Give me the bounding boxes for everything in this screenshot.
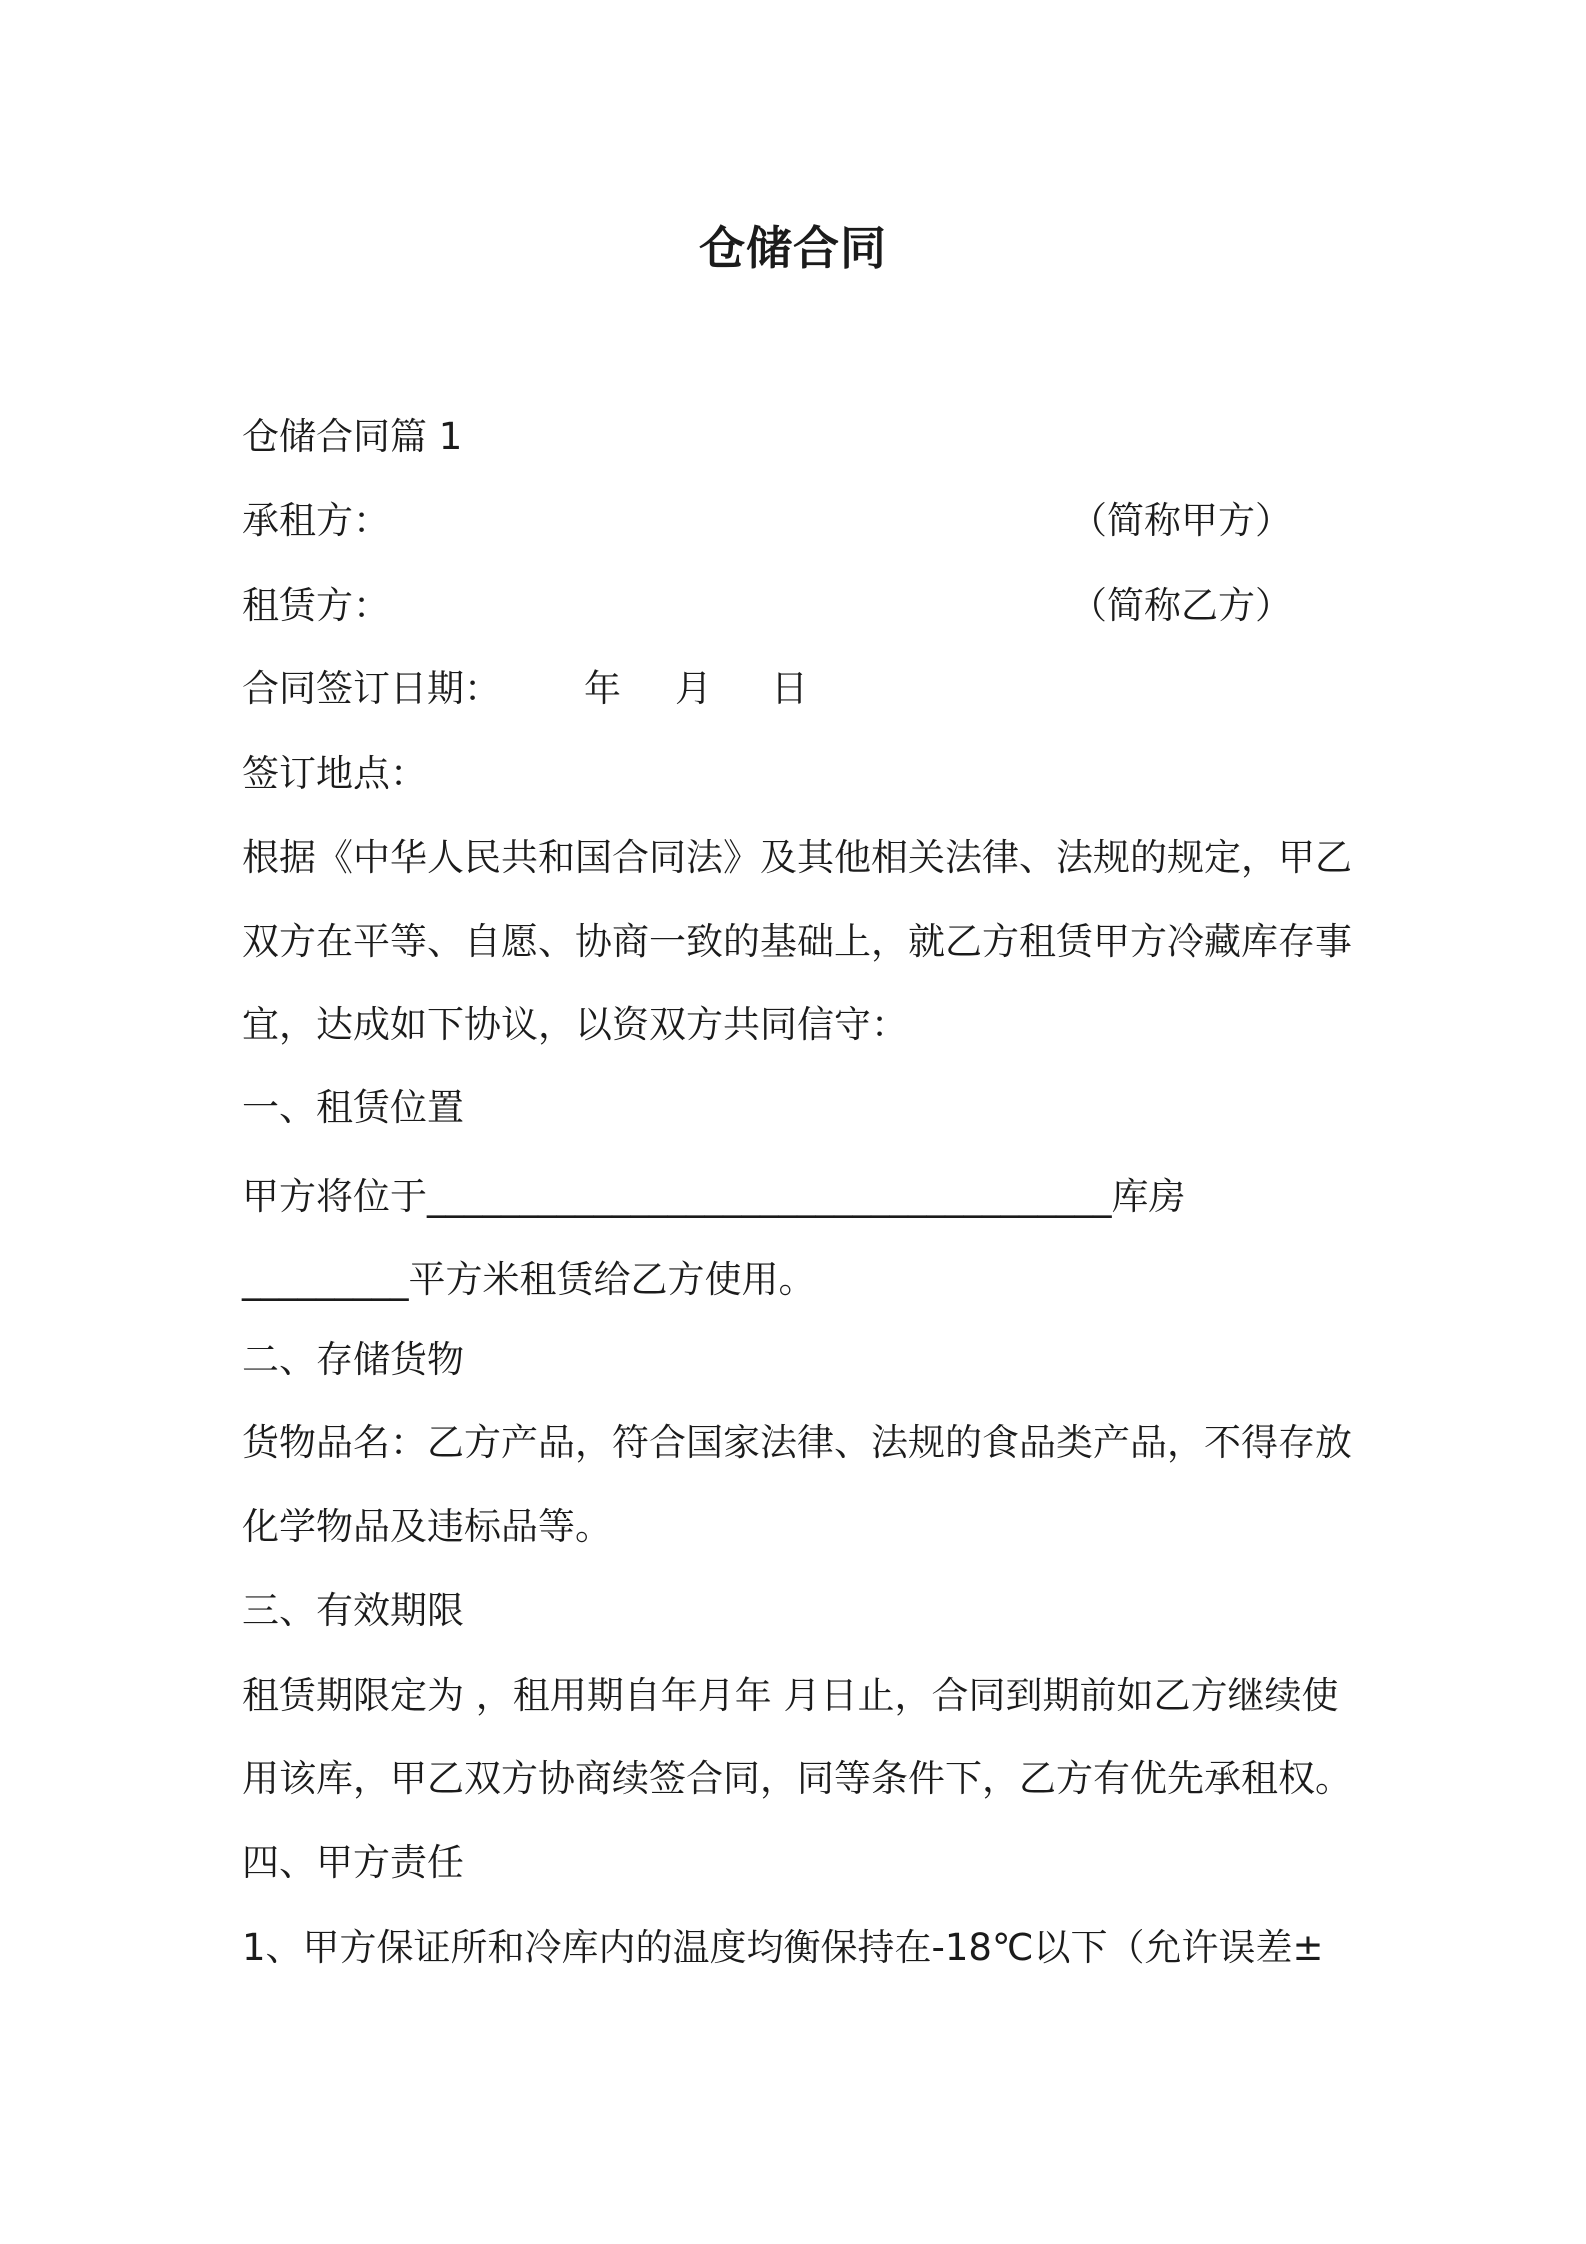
location-prefix: 甲方将位于 — [242, 1175, 427, 1218]
clause-heading: 一、租赁位置 — [242, 1086, 464, 1129]
signing-date-day: 日 — [771, 667, 808, 710]
clause-line: 用该库，甲乙双方协商续签合同，同等条件下，乙方有优先承租权。 — [242, 1757, 1352, 1800]
preamble-line: 根据《中华人民共和国合同法》及其他相关法律、法规的规定，甲乙 — [242, 836, 1352, 879]
preamble-line: 双方在平等、自愿、协商一致的基础上，就乙方租赁甲方冷藏库存事 — [242, 920, 1352, 963]
clause-heading: 三、有效期限 — [242, 1589, 464, 1632]
party-a-label: 承租方： — [242, 499, 390, 542]
location-line — [242, 1175, 1186, 1219]
clause-line: 1、甲方保证所和冷库内的温度均衡保持在-18℃以下（允许误差± — [242, 1926, 1324, 1969]
area-line — [242, 1258, 816, 1302]
preamble-line: 宜，达成如下协议，以资双方共同信守： — [242, 1003, 908, 1046]
party-a-abbreviation: （简称甲方） — [1070, 499, 1292, 542]
signing-date-month: 月 — [675, 667, 712, 710]
signing-place-label: 签订地点： — [242, 752, 427, 795]
area-suffix: 平方米租赁给乙方使用。 — [408, 1258, 816, 1301]
clause-line: 货物品名：乙方产品，符合国家法律、法规的食品类产品，不得存放 — [242, 1421, 1352, 1464]
signing-date-year: 年 — [584, 667, 621, 710]
location-suffix: 库房 — [1111, 1175, 1186, 1218]
section-heading: 仓储合同篇 1 — [242, 415, 463, 458]
clause-line: 化学物品及违标品等。 — [242, 1505, 612, 1548]
location-blank: _____________________________________ — [427, 1175, 1112, 1218]
area-blank: _________ — [242, 1258, 409, 1301]
clause-line: 租赁期限定为 ，租用期自年月年 月日止，合同到期前如乙方继续使 — [242, 1674, 1339, 1717]
clause-heading: 四、甲方责任 — [242, 1841, 464, 1884]
signing-date-label: 合同签订日期： — [242, 667, 501, 710]
document-title: 仓储合同 — [699, 221, 887, 275]
party-b-label: 租赁方： — [242, 584, 390, 627]
party-b-abbreviation: （简称乙方） — [1070, 584, 1292, 627]
clause-heading: 二、存储货物 — [242, 1338, 464, 1381]
